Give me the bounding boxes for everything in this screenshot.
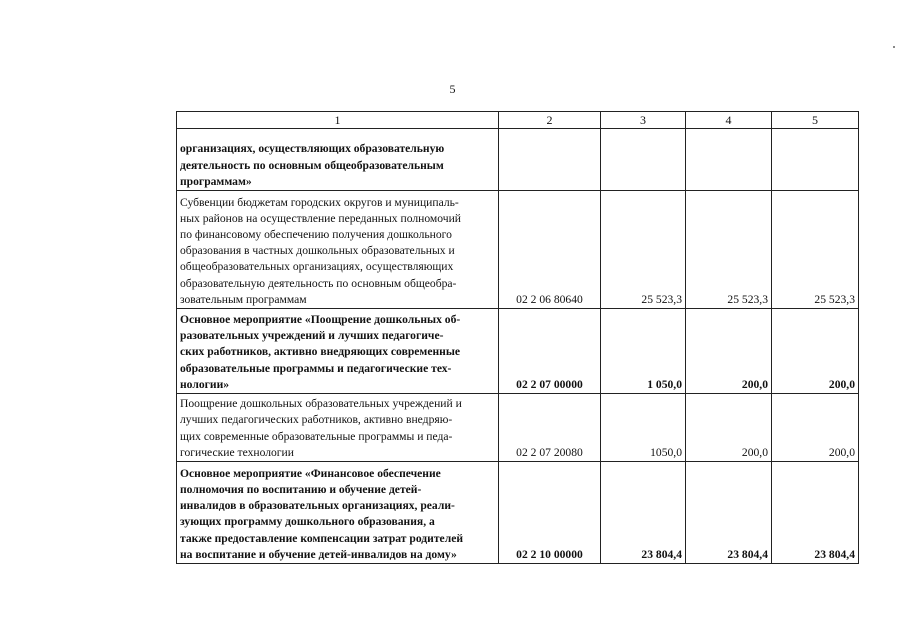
table-row	[177, 309, 859, 394]
row-value-col5: 23 804,4	[772, 462, 859, 564]
header-col-2: 2	[499, 112, 601, 129]
row-value-col5: 200,0	[772, 394, 859, 462]
header-col-5: 5	[772, 112, 859, 129]
table-row	[177, 462, 859, 564]
row-description: Поощрение дошкольных образовательных учреждений и лучших педагогических работников, активно внедряю- щих современные образовательные программы и педа- гогические технологии	[177, 394, 499, 462]
row-value-col4: 200,0	[686, 394, 772, 462]
row-description: Основное мероприятие «Поощрение дошкольных об- разовательных учреждений и лучших педагогиче- ских работников, активно внедряющих современные образовательные программы и педагогические тех- нологии»	[177, 309, 499, 394]
row-value-col3: 25 523,3	[601, 191, 686, 309]
row-value-col5	[772, 129, 859, 191]
table-row	[177, 129, 859, 191]
row-description: Субвенции бюджетам городских округов и муниципаль- ных районов на осуществление переданных полномочий по финансовому обеспечению получения дошкольного образования в частных дошкольных образовательных и общеобразовательных организациях, осуществляющих образовательную деятельность по основным общеобра- зовательным программам	[177, 191, 499, 309]
row-description: Основное мероприятие «Финансовое обеспечение полномочия по воспитанию и обучение детей- инвалидов в образовательных организациях, реали- зующих программу дошкольного образования, а также предоставление компенсации затрат родителей на воспитание и обучение детей-инвалидов на дому»	[177, 462, 499, 564]
table-header-row	[177, 112, 859, 129]
row-value-col4: 200,0	[686, 309, 772, 394]
header-col-3: 3	[601, 112, 686, 129]
row-value-col3: 23 804,4	[601, 462, 686, 564]
budget-table	[176, 111, 859, 564]
row-code: 02 2 06 80640	[499, 191, 601, 309]
row-value-col3: 1050,0	[601, 394, 686, 462]
row-value-col5: 25 523,3	[772, 191, 859, 309]
row-code	[499, 129, 601, 191]
row-description: организациях, осуществляющих образовательную деятельность по основным общеобразовательным программам»	[177, 129, 499, 191]
header-col-1: 1	[177, 112, 499, 129]
scan-speck	[893, 46, 895, 48]
page-number: 5	[449, 82, 456, 96]
row-code: 02 2 07 20080	[499, 394, 601, 462]
table-row	[177, 394, 859, 462]
table-row	[177, 191, 859, 309]
row-code: 02 2 07 00000	[499, 309, 601, 394]
header-col-4: 4	[686, 112, 772, 129]
row-value-col3	[601, 129, 686, 191]
row-value-col4	[686, 129, 772, 191]
row-value-col4: 23 804,4	[686, 462, 772, 564]
row-value-col5: 200,0	[772, 309, 859, 394]
row-code: 02 2 10 00000	[499, 462, 601, 564]
row-value-col3: 1 050,0	[601, 309, 686, 394]
row-value-col4: 25 523,3	[686, 191, 772, 309]
